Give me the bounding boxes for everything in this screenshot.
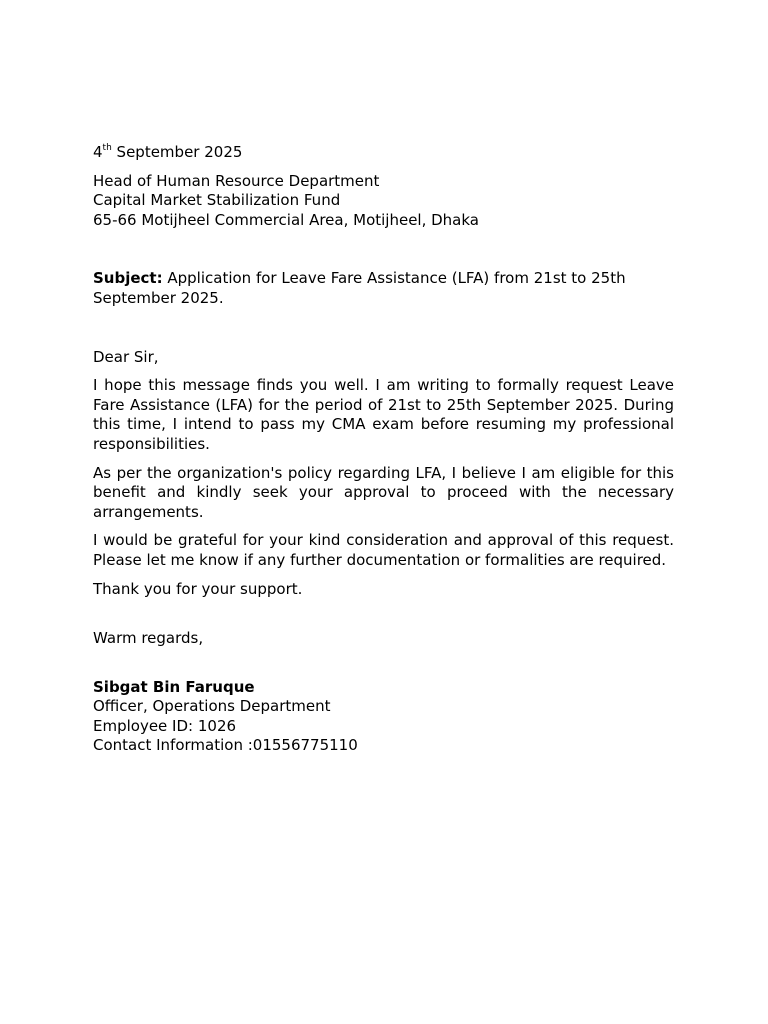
recipient-title: Head of Human Resource Department: [93, 171, 380, 190]
recipient-address: 65-66 Motijheel Commercial Area, Motijheel, Dhaka: [93, 210, 479, 229]
date-month-year: September 2025: [111, 143, 243, 161]
date-suffix: th: [102, 143, 112, 153]
body-paragraph-4: Thank you for your support.: [93, 579, 303, 598]
signature-employee-id: Employee ID: 1026: [93, 716, 237, 735]
signature-block: [93, 678, 674, 756]
body-paragraph-3: I would be grateful for your kind consideration and approval of this request. Please let me know if any further documentation or formalities are required.: [93, 531, 674, 569]
signature-contact: Contact Information :01556775110: [93, 736, 358, 755]
greeting: Dear Sir,: [93, 347, 159, 366]
letter-date: [93, 143, 674, 163]
signature-name: Sibgat Bin Faruque: [93, 677, 255, 696]
subject-line: [93, 269, 674, 308]
closing: Warm regards,: [93, 629, 204, 648]
signature-title: Officer, Operations Department: [93, 697, 331, 716]
subject-text: Application for Leave Fare Assistance (LFA) from 21st to 25th September 2025.: [93, 269, 626, 307]
date-day: 4: [93, 143, 103, 161]
body-paragraph-2: As per the organization's policy regarding LFA, I believe I am eligible for this benefit and kindly seek your approval to proceed with the necessary arrangements.: [93, 463, 674, 521]
recipient-organization: Capital Market Stabilization Fund: [93, 191, 341, 210]
recipient-block: [93, 172, 674, 231]
letter-document: [93, 143, 674, 756]
subject-label: Subject:: [93, 269, 163, 288]
body-paragraph-1: I hope this message finds you well. I am writing to formally request Leave Fare Assistance (LFA) for the period of 21st to 25th September 2025. During this time, I intend to pass my CMA exam before resuming my professional responsibilities.: [93, 376, 674, 453]
